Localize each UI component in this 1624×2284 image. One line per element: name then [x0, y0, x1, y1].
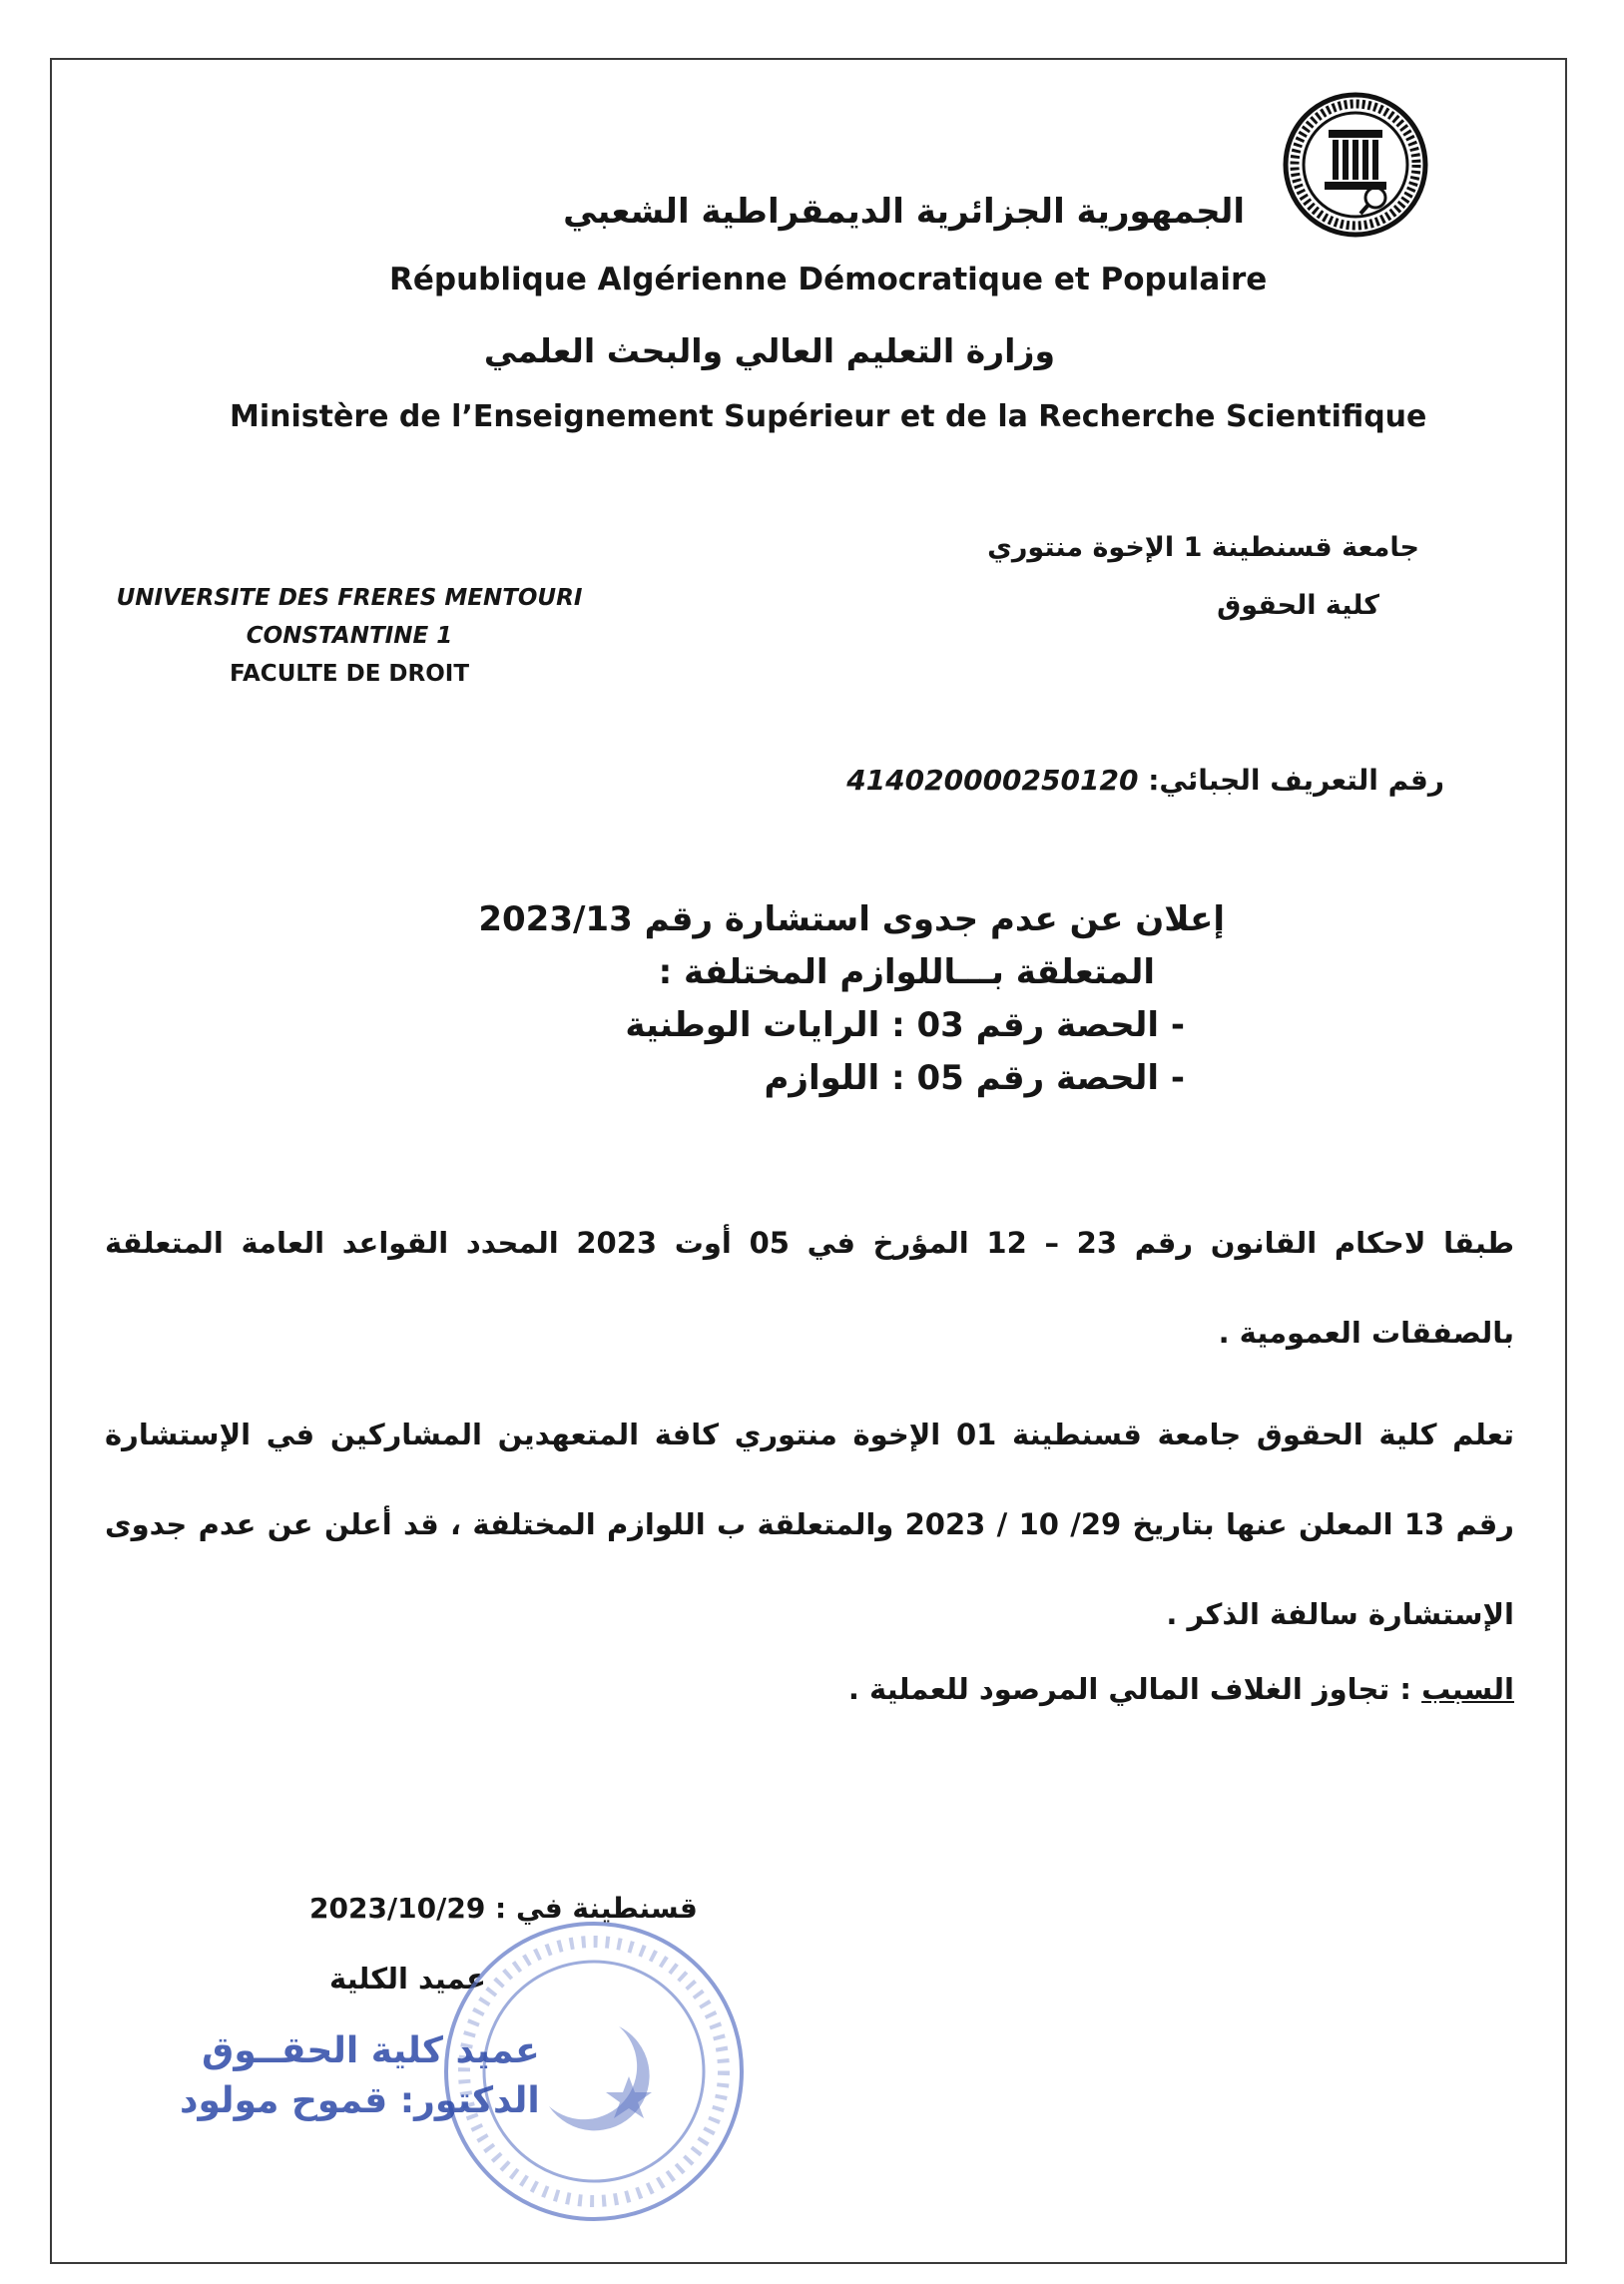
body-paragraph-2: تعلم كلية الحقوق جامعة قسنطينة 01 الإخوة منتوري كافة المتعهدين المشاركين في الإستشارة رقم 13 المعلن عنها بتاريخ 29/ 10 / 2023 والمتعلقة ب اللوازم المختلفة ، قد أعلن عن عدم جدوى الإستشارة سالفة الذكر . — [105, 1418, 1514, 1631]
place-date: قسنطينة في : 2023/10/29 — [309, 1892, 698, 1925]
dean-stamp-name: الدكتور: قموح مولود — [180, 2080, 540, 2121]
announcement-title — [478, 893, 1225, 1105]
republic-french: République Algérienne Démocratique et Populaire — [389, 262, 1268, 297]
announcement-line-1: إعلان عن عدم جدوى استشارة رقم 2023/13 — [478, 899, 1225, 939]
reason-line — [848, 1672, 1514, 1706]
university-name-french: UNIVERSITE DES FRERES MENTOURI — [116, 585, 583, 611]
university-name-arabic: جامعة قسنطينة 1 الإخوة منتوري — [987, 532, 1419, 563]
announcement-lot-03: - الحصة رقم 03 : الرايات الوطنية — [625, 1005, 1185, 1045]
ministry-arabic: وزارة التعليم العالي والبحث العلمي — [483, 331, 1055, 370]
body-paragraph-1: طبقا لاحكام القانون رقم 23 – 12 المؤرخ في 05 أوت 2023 المحدد القواعد العامة المتعلقة بالصفقات العمومية . — [105, 1226, 1515, 1350]
republic-arabic: الجمهورية الجزائرية الديمقراطية الشعبي — [563, 192, 1245, 232]
university-city-french: CONSTANTINE 1 — [246, 623, 453, 649]
announcement-lot-05: - الحصة رقم 05 : اللوازم — [764, 1058, 1185, 1098]
reason-text: : تجاوز الغلاف المالي المرصود للعملية . — [847, 1672, 1411, 1706]
university-french-block — [100, 579, 599, 693]
fiscal-id-label: رقم التعريف الجبائي: — [1148, 764, 1444, 797]
dean-title: عميد الكلية — [329, 1962, 486, 1996]
reason-label: السبب — [1421, 1672, 1514, 1706]
announcement-body — [105, 1198, 1514, 1659]
fiscal-id — [846, 764, 1444, 797]
page-border — [50, 58, 1567, 2264]
faculty-name-arabic: كلية الحقوق — [1217, 590, 1379, 621]
dean-signature-stamp — [180, 2026, 540, 2126]
dean-stamp-title: عميد كلية الحقــوق — [202, 2030, 540, 2071]
ministry-french: Ministère de l’Enseignement Supérieur et de la Recherche Scientifique — [230, 399, 1427, 434]
faculty-name-french: FACULTE DE DROIT — [229, 661, 470, 687]
university-logo — [1281, 90, 1430, 240]
fiscal-id-number: 414020000250120 — [846, 764, 1139, 797]
announcement-line-2: المتعلقة بـــاللوازم المختلفة : — [658, 952, 1155, 992]
university-arabic-block — [987, 519, 1419, 635]
